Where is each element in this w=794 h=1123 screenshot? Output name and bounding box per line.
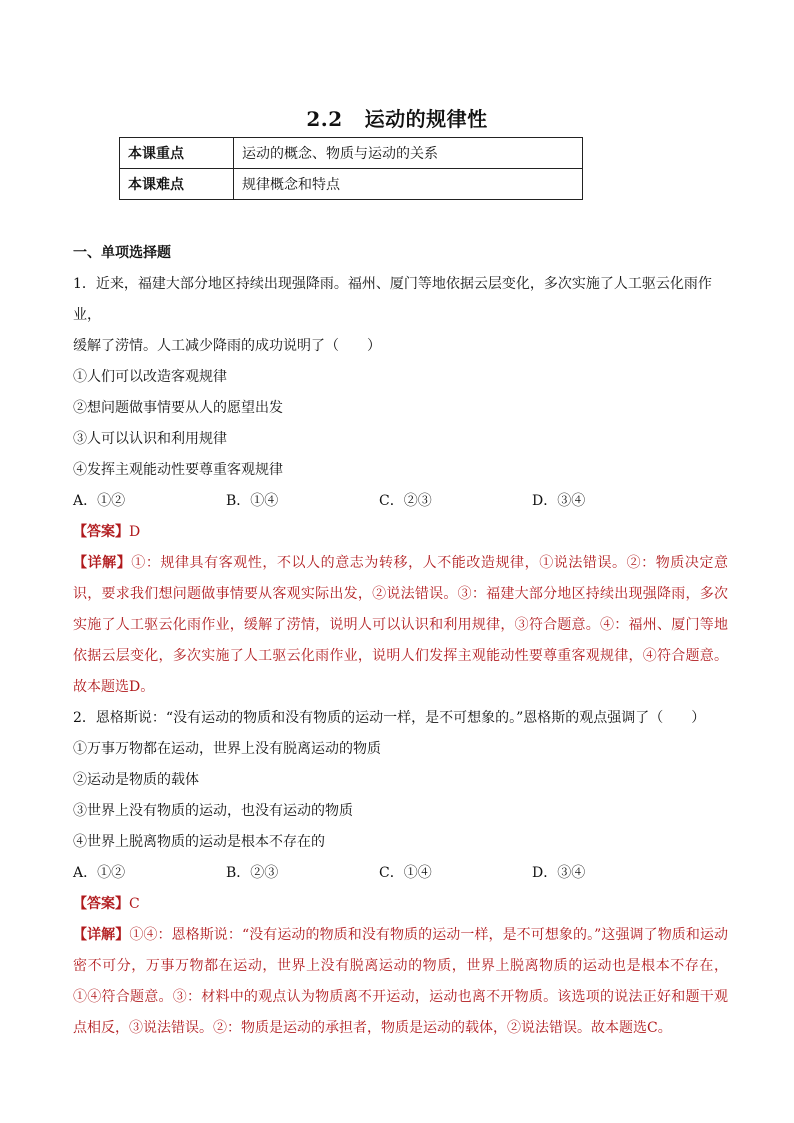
- stem-line: 缓解了涝情。人工减少降雨的成功说明了（ ）: [73, 338, 381, 354]
- answer-value: C: [129, 896, 140, 912]
- section-heading: 一、单项选择题: [73, 245, 171, 261]
- key-value: 规律概念和特点: [234, 169, 583, 200]
- answer-value: D: [129, 524, 141, 540]
- statement-item: ②想问题做事情要从人的愿望出发: [73, 400, 283, 416]
- detail-tag: 【详解】: [73, 555, 132, 571]
- statement-item: ①人们可以改造客观规律: [73, 369, 227, 385]
- title-number: 2.2: [306, 107, 343, 131]
- answer-detail: [73, 920, 728, 1044]
- answer-line: [73, 889, 728, 920]
- option-c: C．②③: [379, 493, 432, 509]
- key-label: 本课难点: [120, 169, 234, 200]
- title-text: 运动的规律性: [364, 107, 488, 131]
- table-row: [120, 138, 583, 169]
- option-a: A．①②: [73, 493, 126, 509]
- question-stem: 2．恩格斯说：“没有运动的物质和没有物质的运动一样，是不可想象的。”恩格斯的观点强调了（ ）: [73, 710, 706, 726]
- option-d: D．③④: [532, 865, 586, 881]
- page-title: [0, 103, 794, 132]
- answer-options: [73, 858, 728, 889]
- answer-detail: [73, 548, 728, 703]
- question-2: [73, 703, 728, 1044]
- option-b: B．①④: [226, 493, 279, 509]
- statement-item: ①万事万物都在运动，世界上没有脱离运动的物质: [73, 741, 381, 757]
- option-d: D．③④: [532, 493, 586, 509]
- detail-text: ①④：恩格斯说：“没有运动的物质和没有物质的运动一样，是不可想象的。”这强调了物质和运动密不可分，万事万物都在运动，世界上没有脱离运动的物质，世界上脱离物质的运动也是根本不存在，①④符合题意。③：材料中的观点认为物质离不开运动，运动也离不开物质。该选项的说法正好和题干观点相反，③说法错误。②：物质是运动的承担者，物质是运动的载体，②说法错误。故本题选C。: [73, 927, 729, 1036]
- stem-line: 1．近来，福建大部分地区持续出现强降雨。福州、厦门等地依据云层变化，多次实施了人工驱云化雨作业，: [73, 276, 712, 323]
- statement-item: ④世界上脱离物质的运动是根本不存在的: [73, 834, 325, 850]
- answer-tag: 【答案】: [73, 524, 129, 540]
- detail-tag: 【详解】: [73, 927, 130, 943]
- lesson-key-table: [119, 137, 583, 200]
- statement-item: ③世界上没有物质的运动，也没有运动的物质: [73, 803, 353, 819]
- answer-line: [73, 517, 728, 548]
- question-content: [73, 238, 728, 1044]
- option-c: C．①④: [379, 865, 432, 881]
- key-value: 运动的概念、物质与运动的关系: [234, 138, 583, 169]
- statement-item: ④发挥主观能动性要尊重客观规律: [73, 462, 283, 478]
- question-1: [73, 269, 728, 703]
- statement-item: ②运动是物质的载体: [73, 772, 199, 788]
- option-a: A．①②: [73, 865, 126, 881]
- answer-tag: 【答案】: [73, 896, 129, 912]
- detail-text: ①：规律具有客观性，不以人的意志为转移，人不能改造规律，①说法错误。②：物质决定意识，要求我们想问题做事情要从客观实际出发，②说法错误。③：福建大部分地区持续出现强降雨，多次实施了人工驱云化雨作业，缓解了涝情，说明人可以认识和利用规律，③符合题意。④：福州、厦门等地依据云层变化，多次实施了人工驱云化雨作业，说明人们发挥主观能动性要尊重客观规律，④符合题意。故本题选D。: [73, 555, 729, 695]
- key-label: 本课重点: [120, 138, 234, 169]
- statement-item: ③人可以认识和利用规律: [73, 431, 227, 447]
- table-row: [120, 169, 583, 200]
- answer-options: [73, 486, 728, 517]
- option-b: B．②③: [226, 865, 279, 881]
- question-stem: [73, 269, 728, 362]
